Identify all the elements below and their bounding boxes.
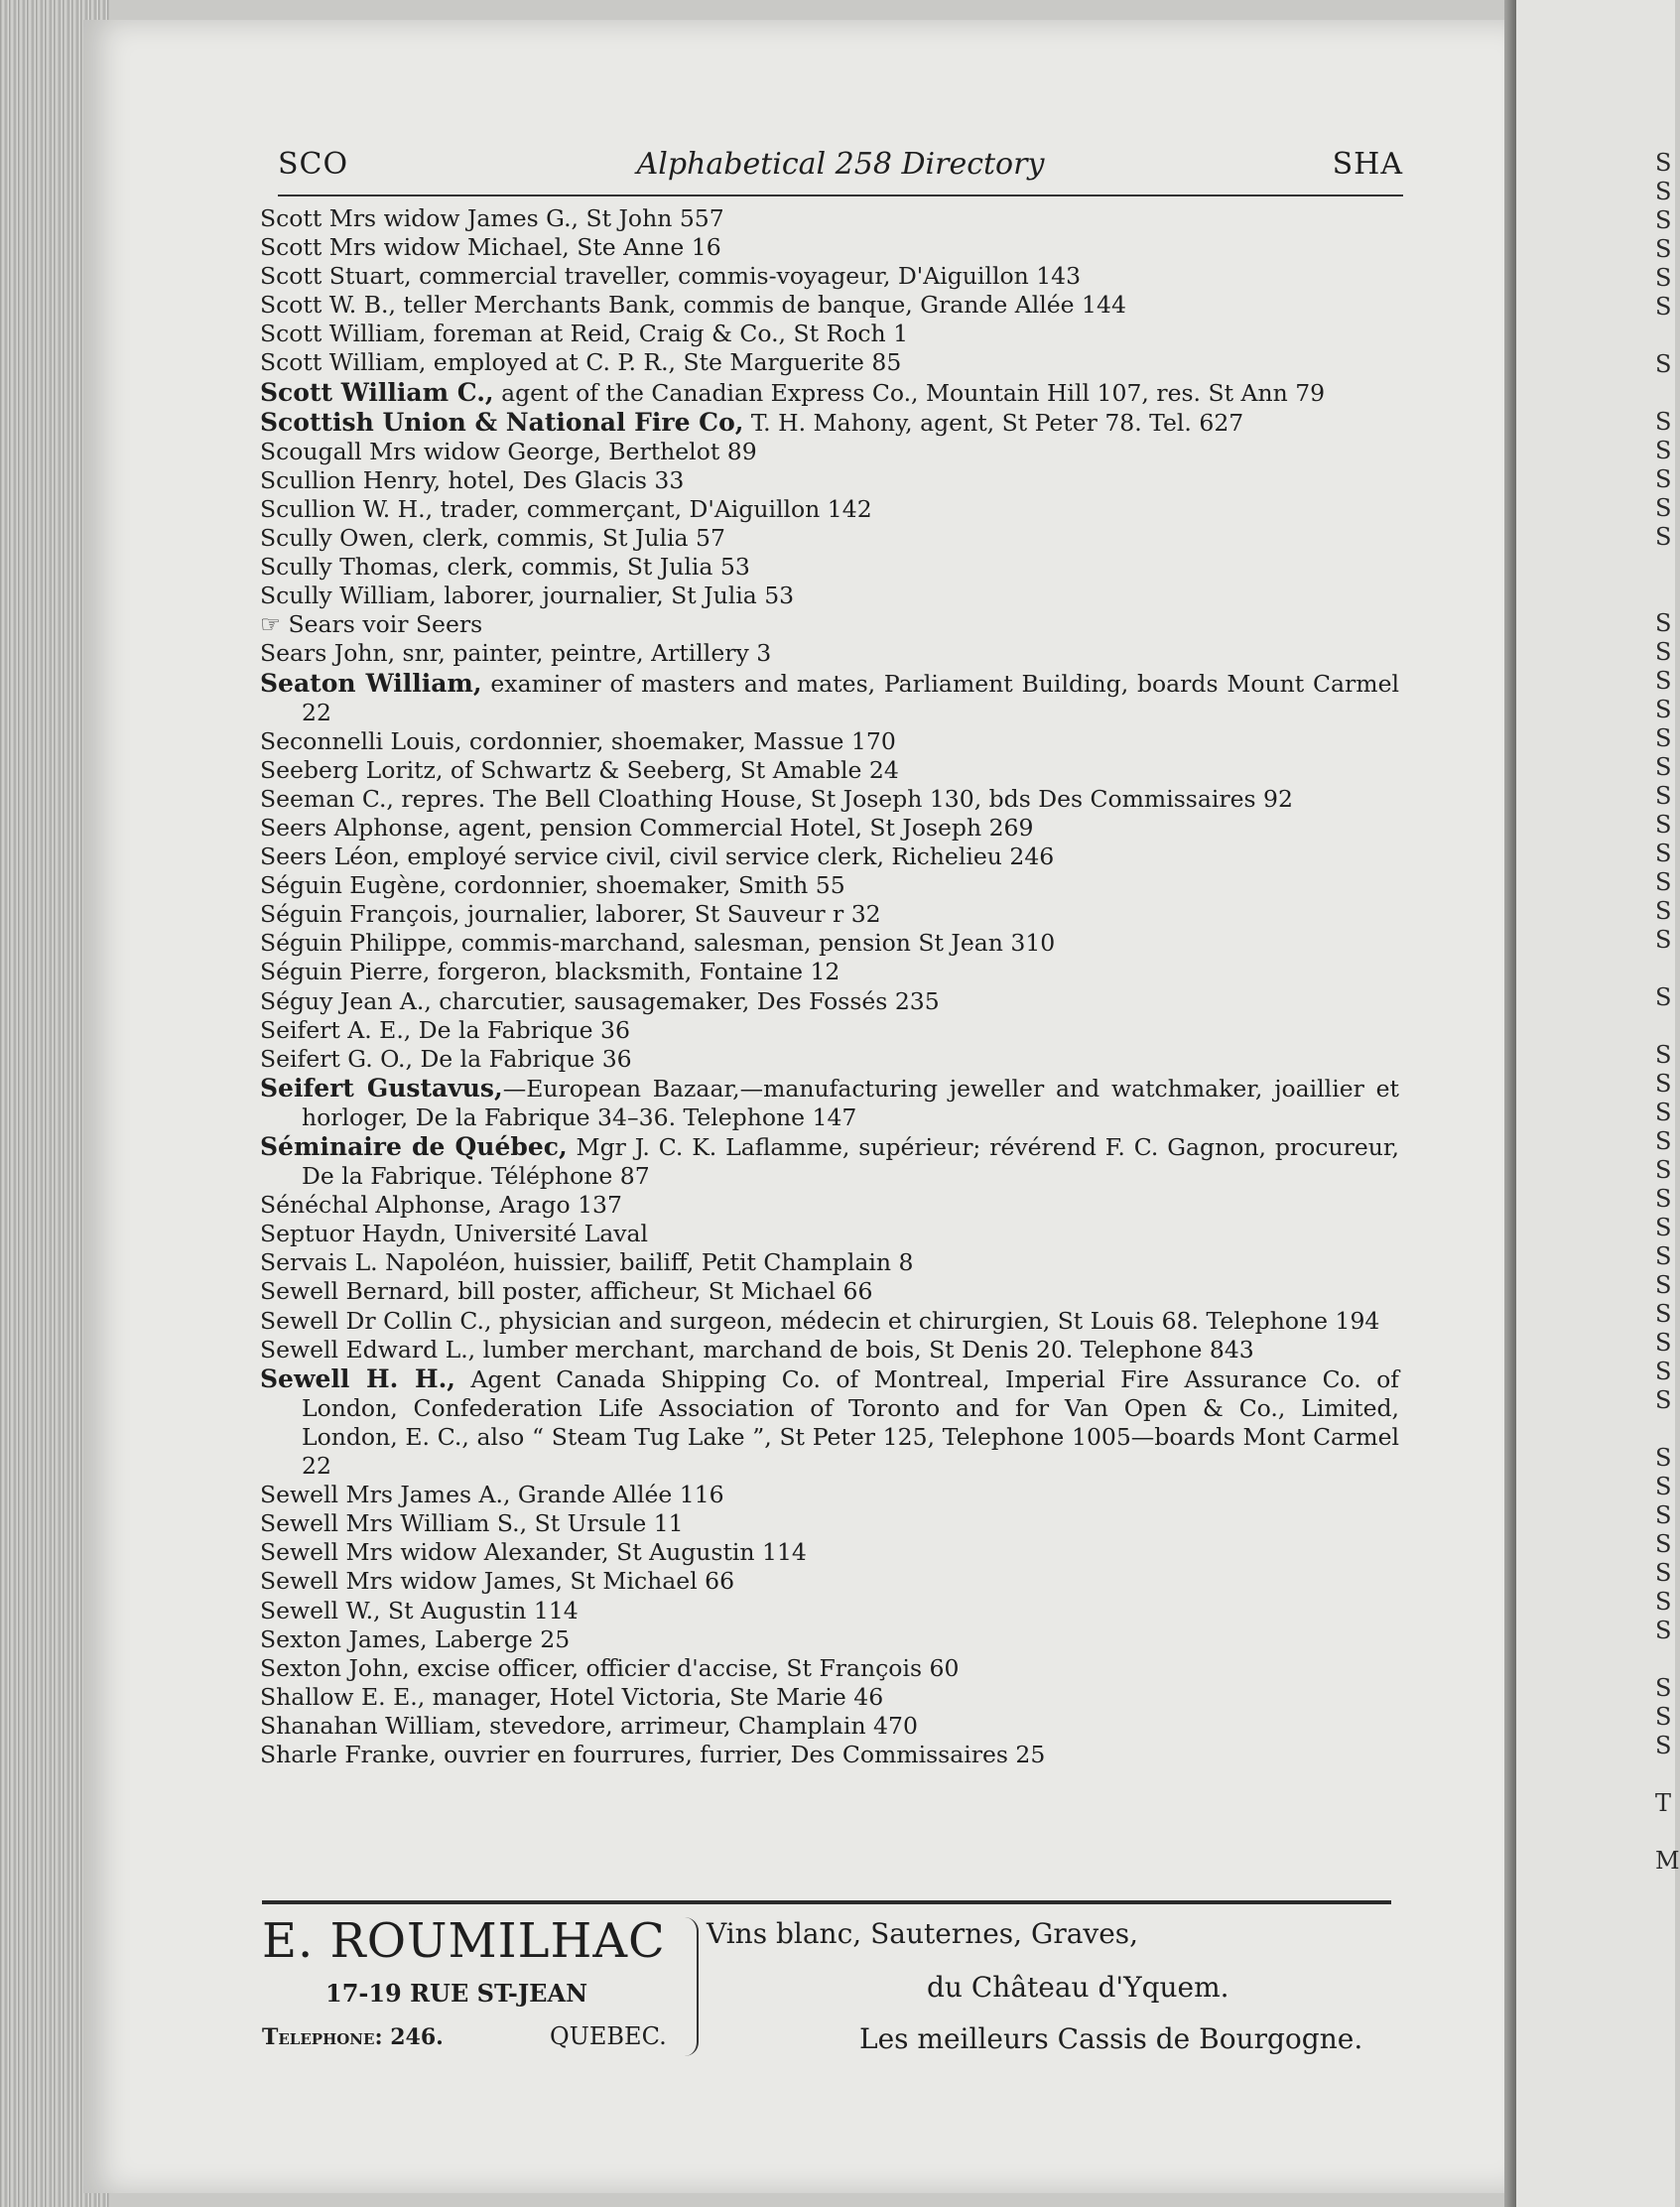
facing-page-letter: S <box>1655 1127 1672 1155</box>
directory-entry <box>260 320 1399 348</box>
entry-text: Sewell Dr Collin C., physician and surgeon, médecin et chirurgien, St Louis 68. Telephone 194 <box>260 1306 1380 1335</box>
entry-text: Seifert A. E., De la Fabrique 36 <box>260 1015 630 1044</box>
directory-entry <box>260 262 1399 291</box>
entry-text: Scullion W. H., trader, commerçant, D'Aiguillon 142 <box>260 494 872 523</box>
facing-page-letter: S <box>1655 264 1672 292</box>
entry-text: Séguy Jean A., charcutier, sausagemaker, Des Fossés 235 <box>260 986 940 1015</box>
facing-page-letter: S <box>1655 1156 1672 1184</box>
directory-entry <box>260 1248 1399 1277</box>
facing-page-letter: S <box>1655 1271 1672 1299</box>
directory-entry <box>260 1741 1399 1769</box>
facing-page-letter: S <box>1655 149 1672 177</box>
directory-entry <box>260 291 1399 320</box>
facing-page-letter: S <box>1655 1070 1672 1098</box>
directory-entry <box>260 1597 1399 1625</box>
header-right: SHA <box>1332 147 1403 182</box>
entry-text: examiner of masters and mates, Parliament Building, boards Mount Carmel 22 <box>302 669 1399 726</box>
ad-line-2: du Château d'Yquem. <box>927 1971 1229 2004</box>
entry-text: Scully Thomas, clerk, commis, St Julia 53 <box>260 553 750 582</box>
directory-entry <box>260 727 1399 756</box>
entry-text: Scott William, employed at C. P. R., Ste Marguerite 85 <box>260 348 902 377</box>
facing-page-letter <box>1655 379 1680 408</box>
directory-entry <box>260 1307 1399 1336</box>
facing-page-letter: S <box>1655 1185 1672 1213</box>
directory-entry <box>260 639 1399 668</box>
facing-page-letter: S <box>1655 1329 1672 1357</box>
directory-entry <box>260 204 1399 233</box>
directory-entry <box>260 1654 1399 1683</box>
entry-bold-name: Séminaire de Québec, <box>260 1132 568 1161</box>
entry-text: Seeman C., repres. The Bell Cloathing House, St Joseph 130, bds Des Commissaires 92 <box>260 784 1293 813</box>
facing-page-letter: S <box>1655 1473 1672 1500</box>
facing-page-letter: S <box>1655 1300 1672 1328</box>
directory-entry <box>260 466 1399 495</box>
entry-text: Séguin Pierre, forgeron, blacksmith, Fontaine 12 <box>260 958 840 986</box>
directory-entry <box>260 958 1399 986</box>
entry-text: ☞ Sears voir Seers <box>260 610 483 639</box>
facing-page-letter: S <box>1655 811 1672 839</box>
directory-entry <box>260 900 1399 929</box>
directory-entry <box>260 495 1399 524</box>
running-header <box>278 139 1403 189</box>
directory-entry <box>260 1625 1399 1654</box>
facing-page-letter: S <box>1655 1099 1672 1126</box>
facing-page-letter <box>1655 1415 1680 1444</box>
directory-entry <box>260 1567 1399 1596</box>
directory-entry <box>260 1336 1399 1364</box>
directory-entry <box>260 1481 1399 1509</box>
directory-entry <box>260 378 1399 408</box>
facing-page-letter <box>1655 581 1680 609</box>
entry-text: —European Bazaar,—manufacturing jeweller and watchmaker, joaillier et horloger, De la Fabrique 34–36. Telephone 147 <box>302 1074 1399 1131</box>
directory-entry <box>260 233 1399 262</box>
entry-text: Seeberg Loritz, of Schwartz & Seeberg, St Amable 24 <box>260 755 899 784</box>
header-rule <box>278 195 1403 196</box>
entry-text: Scully Owen, clerk, commis, St Julia 57 <box>260 524 725 553</box>
directory-entry <box>260 438 1399 466</box>
header-left: SCO <box>278 147 349 182</box>
facing-page-letter: S <box>1655 667 1672 695</box>
facing-page-letter: S <box>1655 408 1672 436</box>
directory-entry <box>260 843 1399 871</box>
facing-page-letter: S <box>1655 868 1672 896</box>
directory-entry <box>260 1074 1399 1132</box>
entry-text: Sewell Edward L., lumber merchant, marchand de bois, St Denis 20. Telephone 843 <box>260 1335 1254 1363</box>
facing-page-letter: S <box>1655 178 1672 205</box>
entry-text: Seifert G. O., De la Fabrique 36 <box>260 1044 632 1073</box>
directory-entries <box>260 204 1399 1769</box>
entry-text: Séguin Eugène, cordonnier, shoemaker, Smith 55 <box>260 871 845 900</box>
directory-entry <box>260 929 1399 958</box>
facing-page-letter <box>1655 1012 1680 1041</box>
entry-text: Scott Mrs widow James G., St John 557 <box>260 204 724 232</box>
entry-bold-name: Seifert Gustavus, <box>260 1073 503 1103</box>
directory-entry <box>260 669 1399 727</box>
entry-text: Sewell Mrs William S., St Ursule 11 <box>260 1509 684 1538</box>
directory-entry <box>260 1220 1399 1248</box>
facing-page-letter: S <box>1655 1703 1672 1731</box>
facing-page-fragments <box>1655 149 1680 1876</box>
entry-text: Sharle Franke, ouvrier en fourrures, furrier, Des Commissaires 25 <box>260 1740 1046 1768</box>
directory-entry <box>260 1509 1399 1538</box>
directory-entry <box>260 582 1399 610</box>
facing-page-letter: S <box>1655 293 1672 321</box>
directory-entry <box>260 756 1399 785</box>
facing-page-letter: S <box>1655 1358 1672 1385</box>
facing-page-letter: S <box>1655 1530 1672 1558</box>
ad-rule <box>262 1900 1391 1904</box>
entry-text: Scott Stuart, commercial traveller, commis-voyageur, D'Aiguillon 143 <box>260 262 1082 291</box>
facing-page-letter <box>1655 1818 1680 1847</box>
ad-line-1: Vins blanc, Sauternes, Graves, <box>707 1917 1139 1950</box>
directory-entry <box>260 1045 1399 1074</box>
facing-page-letter: S <box>1655 840 1672 867</box>
entry-text: Scott William, foreman at Reid, Craig & Co., St Roch 1 <box>260 320 909 348</box>
directory-entry <box>260 1712 1399 1741</box>
facing-page <box>1516 0 1675 2207</box>
facing-page-letter: S <box>1655 1617 1672 1644</box>
directory-entry <box>260 610 1399 639</box>
facing-page-letter: S <box>1655 753 1672 781</box>
facing-page-letter: S <box>1655 782 1672 810</box>
facing-page-letter: S <box>1655 926 1672 954</box>
directory-entry <box>260 1016 1399 1045</box>
ad-address: 17-19 RUE ST-JEAN <box>325 1979 588 2008</box>
facing-page-letter: S <box>1655 609 1672 637</box>
directory-entry <box>260 1132 1399 1191</box>
entry-text: Shallow E. E., manager, Hotel Victoria, Ste Marie 46 <box>260 1682 884 1711</box>
entry-text: Septuor Haydn, Université Laval <box>260 1220 649 1248</box>
entry-text: Sears John, snr, painter, peintre, Artillery 3 <box>260 639 772 668</box>
entry-text: Seers Alphonse, agent, pension Commercial Hotel, St Joseph 269 <box>260 813 1034 842</box>
ad-brace <box>683 1917 699 2056</box>
entry-text: Séguin François, journalier, laborer, St Sauveur r 32 <box>260 900 881 929</box>
entry-text: Mgr J. C. K. Laflamme, supérieur; révérend F. C. Gagnon, procureur, De la Fabrique. Téléphone 87 <box>302 1133 1399 1191</box>
ad-line-3: Les meilleurs Cassis de Bourgogne. <box>859 2022 1363 2055</box>
entry-text: Sénéchal Alphonse, Arago 137 <box>260 1191 622 1220</box>
entry-text: Scully William, laborer, journalier, St Julia 53 <box>260 582 795 610</box>
facing-page-letter: S <box>1655 1214 1672 1241</box>
facing-page-letter: S <box>1655 1444 1672 1472</box>
entry-text: Sewell Mrs widow Alexander, St Augustin 114 <box>260 1538 807 1567</box>
facing-page-letter: S <box>1655 465 1672 493</box>
facing-page-letter: S <box>1655 350 1672 378</box>
ad-city: QUEBEC. <box>550 2022 667 2050</box>
facing-page-letter: S <box>1655 494 1672 522</box>
facing-page-letter: T <box>1655 1789 1672 1817</box>
entry-text: Séguin Philippe, commis-marchand, salesman, pension St Jean 310 <box>260 929 1056 958</box>
directory-entry <box>260 1191 1399 1220</box>
entry-text: Servais L. Napoléon, huissier, bailiff, Petit Champlain 8 <box>260 1248 914 1277</box>
entry-text: Scott W. B., teller Merchants Bank, commis de banque, Grande Allée 144 <box>260 291 1126 320</box>
facing-page-letter: S <box>1655 1559 1672 1587</box>
entry-text: agent of the Canadian Express Co., Mountain Hill 107, res. St Ann 79 <box>493 378 1326 407</box>
directory-entry <box>260 785 1399 814</box>
entry-bold-name: Seaton William, <box>260 668 482 698</box>
entry-bold-name: Scottish Union & National Fire Co, <box>260 407 744 437</box>
facing-page-letter <box>1655 955 1680 983</box>
directory-entry <box>260 1683 1399 1712</box>
facing-page-letter <box>1655 322 1680 350</box>
entry-text: Sexton John, excise officer, officier d'accise, St François 60 <box>260 1653 960 1682</box>
entry-text: Sewell Mrs widow James, St Michael 66 <box>260 1567 735 1596</box>
entry-text: Agent Canada Shipping Co. of Montreal, Imperial Fire Assurance Co. of London, Confederation Life Association of Toronto and for Van Open & Co., Limited, London, E. C., also “ Steam Tug Lake ”, St Peter 125, Telephone 1005—boards Mont Carmel 22 <box>302 1364 1400 1481</box>
facing-page-letter <box>1655 1760 1680 1789</box>
directory-entry <box>260 1277 1399 1306</box>
ad-business-name: E. ROUMILHAC <box>262 1913 666 1969</box>
facing-page-letter: S <box>1655 1386 1672 1414</box>
entry-text: Sewell Mrs James A., Grande Allée 116 <box>260 1481 724 1509</box>
facing-page-letter: S <box>1655 437 1672 464</box>
facing-page-letter: S <box>1655 1501 1672 1529</box>
facing-page-letter <box>1655 552 1680 581</box>
directory-entry <box>260 871 1399 900</box>
entry-text: Scougall Mrs widow George, Berthelot 89 <box>260 437 757 465</box>
entry-bold-name: Scott William C., <box>260 377 494 407</box>
facing-page-letter: S <box>1655 1041 1672 1069</box>
entry-text: T. H. Mahony, agent, St Peter 78. Tel. 627 <box>743 408 1244 437</box>
facing-page-letter: S <box>1655 523 1672 551</box>
entry-text: Sewell W., St Augustin 114 <box>260 1596 579 1624</box>
advertisement <box>262 1913 1391 2062</box>
facing-page-letter: S <box>1655 897 1672 925</box>
header-center: Alphabetical 258 Directory <box>636 147 1045 182</box>
entry-text: Shanahan William, stevedore, arrimeur, Champlain 470 <box>260 1711 918 1740</box>
directory-entry <box>260 524 1399 553</box>
entry-bold-name: Sewell H. H., <box>260 1363 455 1393</box>
facing-page-letter: S <box>1655 638 1672 666</box>
directory-entry <box>260 348 1399 377</box>
directory-entry <box>260 814 1399 843</box>
entry-text: Seconnelli Louis, cordonnier, shoemaker, Massue 170 <box>260 726 896 755</box>
facing-page-letter: S <box>1655 696 1672 723</box>
facing-page-letter: M <box>1655 1847 1680 1875</box>
directory-entry <box>260 1364 1399 1481</box>
directory-entry <box>260 987 1399 1016</box>
facing-page-letter: S <box>1655 1242 1672 1270</box>
entry-text: Sewell Bernard, bill poster, afficheur, St Michael 66 <box>260 1277 873 1306</box>
entry-text: Scullion Henry, hotel, Des Glacis 33 <box>260 465 685 494</box>
facing-page-letter: S <box>1655 206 1672 234</box>
facing-page-letter <box>1655 1645 1680 1674</box>
directory-entry <box>260 408 1399 438</box>
facing-page-letter: S <box>1655 1732 1672 1759</box>
ad-telephone: Telephone: 246. <box>262 2024 444 2050</box>
entry-text: Sexton James, Laberge 25 <box>260 1624 571 1653</box>
facing-page-letter: S <box>1655 724 1672 752</box>
facing-page-letter: S <box>1655 1588 1672 1616</box>
facing-page-letter: S <box>1655 235 1672 263</box>
directory-entry <box>260 1538 1399 1567</box>
facing-page-letter: S <box>1655 983 1672 1011</box>
entry-text: Scott Mrs widow Michael, Ste Anne 16 <box>260 233 721 262</box>
facing-page-letter: S <box>1655 1674 1672 1702</box>
directory-entry <box>260 553 1399 582</box>
entry-text: Seers Léon, employé service civil, civil service clerk, Richelieu 246 <box>260 843 1055 871</box>
